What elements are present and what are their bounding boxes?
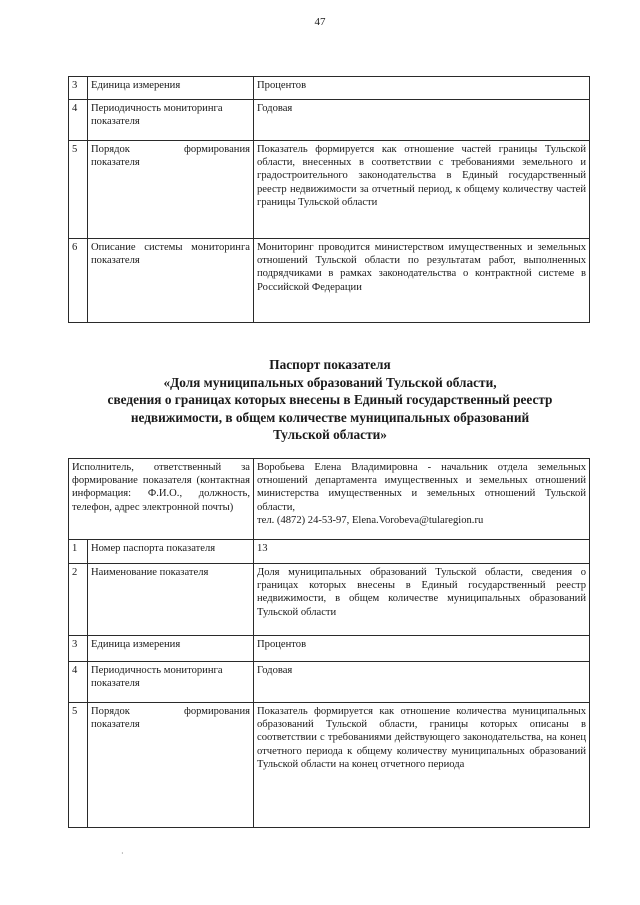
passport-title-line: «Доля муниципальных образований Тульской области, [163, 374, 497, 390]
table-row [69, 703, 590, 828]
passport-title-line: сведения о границах которых внесены в Единый государственный реестр [107, 392, 553, 408]
table-row [69, 141, 590, 239]
passport-title-line: недвижимости, в общем количестве муниципальных образований [130, 409, 530, 425]
row-value: Процентов [254, 77, 590, 100]
table-row [69, 77, 590, 100]
row-label: Периодичность мониторинга показателя [88, 100, 254, 141]
executor-contact: тел. (4872) 24-53-97, Elena.Vorobeva@tularegion.ru [257, 514, 484, 526]
table-row [69, 662, 590, 703]
scan-mark: · [121, 849, 124, 858]
table-row [69, 636, 590, 662]
table-row [69, 100, 590, 141]
row-label: Единица измерения [88, 636, 254, 662]
page-number: 47 [314, 16, 326, 28]
row-value: Годовая [254, 100, 590, 141]
row-number: 6 [69, 239, 88, 323]
executor-row [69, 459, 590, 540]
row-value: Мониторинг проводится министерством имущественных и земельных отношений Тульской области по результатам работ, выполненных подрядчиками в рамках законодательства о контрактной системе в Российской Федерации [254, 239, 590, 323]
row-number: 4 [69, 662, 88, 703]
indicator-passport-table [68, 458, 590, 828]
row-number: 4 [69, 100, 88, 141]
row-value: Доля муниципальных образований Тульской области, сведения о границах которых внесены в Единый государственный реестр недвижимости, в общем количестве муниципальных образований Тульской области [254, 564, 590, 636]
row-number: 2 [69, 564, 88, 636]
indicator-table-previous [68, 76, 590, 323]
row-label: Порядок формирования показателя [88, 141, 254, 239]
passport-title [60, 356, 600, 444]
executor-label: Исполнитель, ответственный за формирование показателя (контактная информация: Ф.И.О., должность, телефон, адрес электронной почты) [69, 459, 254, 540]
executor-value [254, 459, 590, 540]
row-number: 5 [69, 703, 88, 828]
passport-title-line: Паспорт показателя [269, 357, 391, 372]
row-label: Порядок формирования показателя [88, 703, 254, 828]
row-label: Наименование показателя [88, 564, 254, 636]
row-label: Периодичность мониторинга показателя [88, 662, 254, 703]
row-number: 5 [69, 141, 88, 239]
row-label: Номер паспорта показателя [88, 540, 254, 564]
row-label: Описание системы мониторинга показателя [88, 239, 254, 323]
table-row [69, 564, 590, 636]
row-value: Процентов [254, 636, 590, 662]
row-number: 3 [69, 77, 88, 100]
table-row [69, 239, 590, 323]
passport-title-line: Тульской области» [273, 427, 387, 443]
row-value: 13 [254, 540, 590, 564]
row-number: 3 [69, 636, 88, 662]
row-label: Единица измерения [88, 77, 254, 100]
row-value: Показатель формируется как отношение количества муниципальных образований Тульской области, границы которых описаны в соответствии с требованиями действующего законодательства, на конец отчетного периода к общему количеству муниципальных образований Тульской области на конец отчетного периода [254, 703, 590, 828]
row-value: Показатель формируется как отношение частей границы Тульской области, внесенных в соответствии с требованиями земельного и градостроительного законодательства в Единый государственный реестр недвижимости за отчетный период, к общему количеству частей границы Тульской области [254, 141, 590, 239]
executor-name: Воробьева Елена Владимировна - начальник отдела земельных отношений департамента имущественных и земельных отношений министерства имущественных и земельных отношений Тульской области, [257, 462, 586, 513]
table-row [69, 540, 590, 564]
row-number: 1 [69, 540, 88, 564]
row-value: Годовая [254, 662, 590, 703]
